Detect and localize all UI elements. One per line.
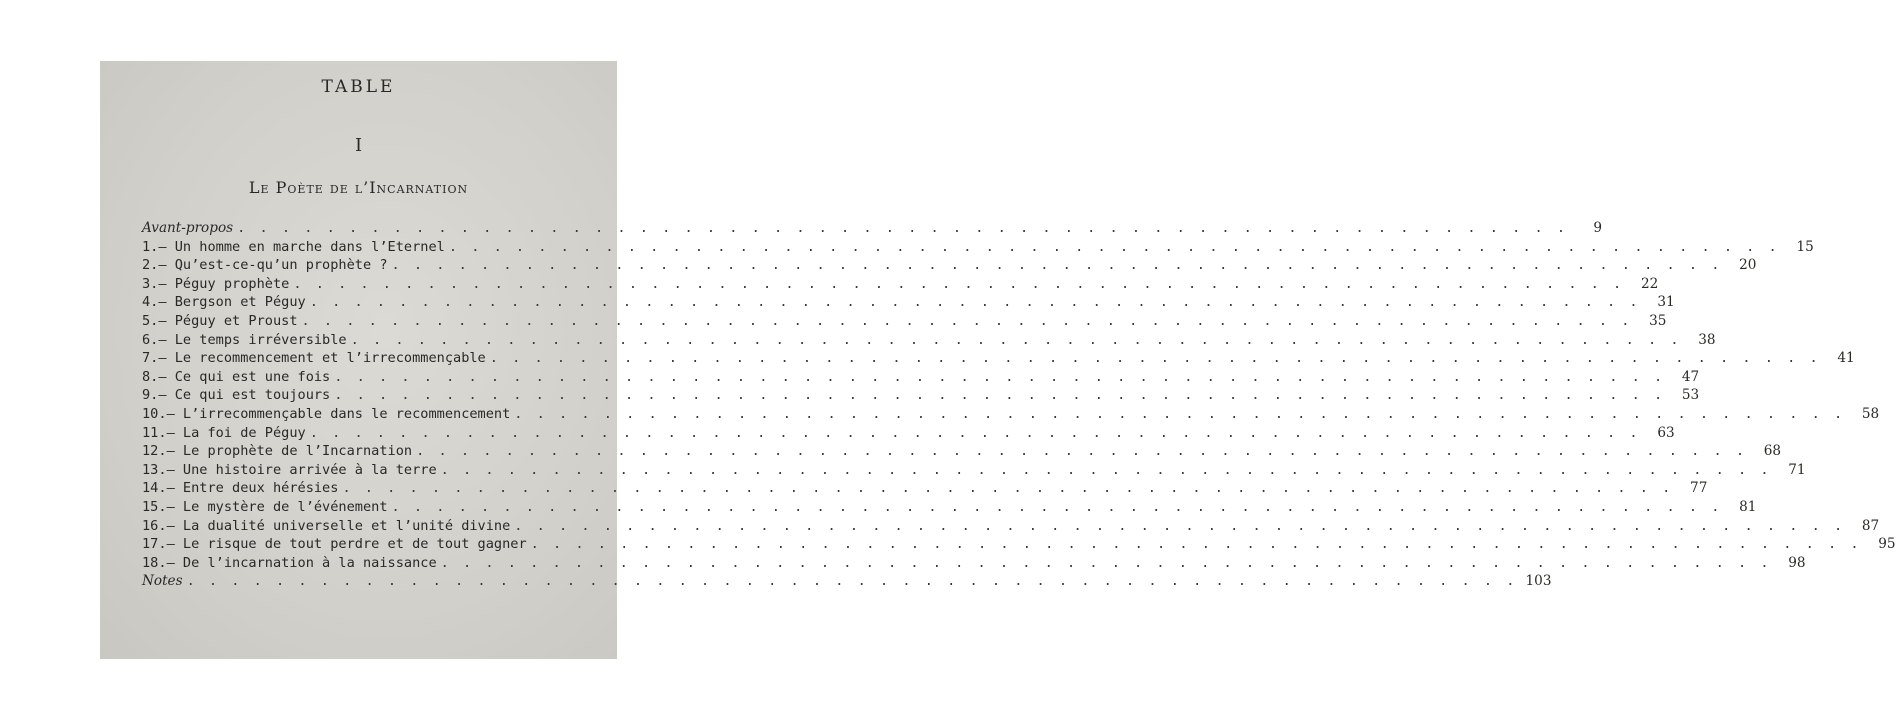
toc-page-number: 47 xyxy=(1681,368,1700,385)
toc-leader-dots: . . . . . . . . . . . . . . . . . . . . . . . . . . . . . . . . . . . . . . . . . . . . . . . . . . . . . . . . . . . . xyxy=(309,424,1641,441)
toc-entry-title: Avant-propos xyxy=(142,220,234,236)
toc-entry xyxy=(142,256,1757,275)
toc-entry-title: — Péguy prophète xyxy=(158,275,290,292)
toc-leader-dots: . . . . . . . . . . . . . . . . . . . . . . . . . . . . . . . . . . . . . . . . . . . . . . . . . . . . . . . . . . . . xyxy=(186,573,1518,590)
toc-entry xyxy=(142,331,1716,350)
toc-page-number: 58 xyxy=(1861,405,1880,422)
toc-leader-dots: . . . . . . . . . . . . . . . . . . . . . . . . . . . . . . . . . . . . . . . . . . . . . . . . . . . . . . . . . . . . xyxy=(293,275,1625,292)
toc-leader-dots: . . . . . . . . . . . . . . . . . . . . . . . . . . . . . . . . . . . . . . . . . . . . . . . . . . . . . . . . . . . . xyxy=(440,554,1772,571)
toc-entry xyxy=(142,517,1880,536)
toc-page-number: 35 xyxy=(1649,312,1667,329)
toc-leader-dots: . . . . . . . . . . . . . . . . . . . . . . . . . . . . . . . . . . . . . . . . . . . . . . . . . . . . . . . . . . . . xyxy=(301,312,1633,329)
toc-leader-dots: . . . . . . . . . . . . . . . . . . . . . . . . . . . . . . . . . . . . . . . . . . . . . . . . . . . . . . . . . . . . xyxy=(489,350,1821,367)
toc-entry-title: Notes xyxy=(142,573,183,590)
toc-entry xyxy=(142,275,1659,294)
book-page xyxy=(100,61,1896,659)
toc-entry-number: 7. xyxy=(142,350,159,367)
toc-entry-title: — Le mystère de l’événement xyxy=(166,498,388,515)
toc-page-number: 98 xyxy=(1788,554,1806,571)
toc-page-number: 68 xyxy=(1763,443,1782,460)
toc-page-number: 31 xyxy=(1657,294,1675,311)
toc-entry-number: 14. xyxy=(142,480,167,497)
part-title: Le Poète de l’Incarnation xyxy=(248,178,469,197)
toc-entry-number: 12. xyxy=(142,443,167,460)
toc-page-number: 87 xyxy=(1861,517,1880,534)
toc-page-number: 9 xyxy=(1593,220,1603,236)
toc-entry-title: — Ce qui est une fois xyxy=(158,368,331,385)
toc-page-number: 81 xyxy=(1739,498,1757,515)
toc-leader-dots: . . . . . . . . . . . . . . . . . . . . . . . . . . . . . . . . . . . . . . . . . . . . . . . . . . . . . . . . . . . . xyxy=(448,238,1780,255)
toc-entry xyxy=(142,424,1675,443)
toc-leader-dots: . . . . . . . . . . . . . . . . . . . . . . . . . . . . . . . . . . . . . . . . . . . . . . . . . . . . . . . . . . . . xyxy=(514,517,1846,534)
toc-entry xyxy=(142,368,1700,387)
toc-entry-title: — La dualité universelle et l’unité divine xyxy=(166,517,511,534)
toc-page-number: 77 xyxy=(1690,480,1708,497)
toc-entry-number: 1. xyxy=(142,238,159,255)
toc-leader-dots: . . . . . . . . . . . . . . . . . . . . . . . . . . . . . . . . . . . . . . . . . . . . . . . . . . . . . . . . . . . . xyxy=(342,480,1674,497)
toc-page-number: 71 xyxy=(1788,461,1806,478)
part-number: I xyxy=(354,135,363,156)
toc-entry-number: 5. xyxy=(142,312,159,329)
toc-leader-dots: . . . . . . . . . . . . . . . . . . . . . . . . . . . . . . . . . . . . . . . . . . . . . . . . . . . . . . . . . . . . xyxy=(530,536,1862,553)
toc-page-number: 103 xyxy=(1525,573,1552,590)
toc-entry-number: 16. xyxy=(142,517,167,534)
toc-entry-title: — Entre deux hérésies xyxy=(166,480,339,497)
toc-leader-dots: . . . . . . . . . . . . . . . . . . . . . . . . . . . . . . . . . . . . . . . . . . . . . . . . . . . . . . . . . . . . xyxy=(334,368,1666,385)
toc-entry xyxy=(142,238,1814,257)
toc-entry-title: — Ce qui est toujours xyxy=(158,387,331,404)
toc-leader-dots: . . . . . . . . . . . . . . . . . . . . . . . . . . . . . . . . . . . . . . . . . . . . . . . . . . . . . . . . . . . . xyxy=(391,257,1723,274)
toc-leader-dots: . . . . . . . . . . . . . . . . . . . . . . . . . . . . . . . . . . . . . . . . . . . . . . . . . . . . . . . . . . . . xyxy=(416,443,1748,460)
toc-page-number: 20 xyxy=(1739,257,1757,274)
toc-leader-dots: . . . . . . . . . . . . . . . . . . . . . . . . . . . . . . . . . . . . . . . . . . . . . . . . . . . . . . . . . . . . xyxy=(440,461,1772,478)
toc-entry xyxy=(142,572,1552,591)
toc-entry xyxy=(142,479,1708,498)
toc-entry-title: — L’irrecommençable dans le recommencement xyxy=(166,405,511,422)
toc-page-number: 41 xyxy=(1837,350,1855,367)
toc-entry-number: 4. xyxy=(142,294,159,311)
toc-entry-number: 3. xyxy=(142,275,159,292)
toc-entry-number: 17. xyxy=(142,536,167,553)
toc-entry xyxy=(142,535,1896,554)
toc-entry-number: 9. xyxy=(142,387,159,404)
toc-entry-title: — De l’incarnation à la naissance xyxy=(166,554,437,571)
toc-entry-title: — Une histoire arrivée à la terre xyxy=(166,461,437,478)
toc-entry xyxy=(142,219,1603,238)
toc-entry-number: 15. xyxy=(142,498,167,515)
toc-entry-title: — Le temps irréversible xyxy=(158,331,347,348)
toc-entry-title: — La foi de Péguy xyxy=(166,424,306,441)
toc-entry-number: 13. xyxy=(142,461,167,478)
toc-entry-title: — Le recommencement et l’irrecommençable xyxy=(158,350,486,367)
toc-entry-number: 18. xyxy=(142,554,167,571)
toc-page-number: 38 xyxy=(1698,331,1716,348)
toc-entry-number: 8. xyxy=(142,368,159,385)
toc-entry xyxy=(142,461,1806,480)
toc-entry-title: — Qu’est-ce-qu’un prophète ? xyxy=(158,257,388,274)
toc-leader-dots: . . . . . . . . . . . . . . . . . . . . . . . . . . . . . . . . . . . . . . . . . . . . . . . . . . . . . . . . . . . . xyxy=(514,405,1846,422)
toc-entry-number: 2. xyxy=(142,257,159,274)
toc-entry-number: 11. xyxy=(142,424,167,441)
toc-entry xyxy=(142,293,1675,312)
toc-entry xyxy=(142,386,1700,405)
toc-entry-title: — Le risque de tout perdre et de tout gagner xyxy=(166,536,527,553)
table-of-contents xyxy=(142,219,1896,591)
toc-leader-dots: . . . . . . . . . . . . . . . . . . . . . . . . . . . . . . . . . . . . . . . . . . . . . . . . . . . . . . . . . . . . xyxy=(334,387,1666,404)
toc-entry-title: — Le prophète de l’Incarnation xyxy=(166,443,413,460)
toc-page-number: 53 xyxy=(1681,387,1700,404)
toc-leader-dots: . . . . . . . . . . . . . . . . . . . . . . . . . . . . . . . . . . . . . . . . . . . . . . . . . . . . . . . . . . . . xyxy=(237,220,1569,236)
toc-entry xyxy=(142,498,1757,517)
toc-entry xyxy=(142,405,1880,424)
toc-entry-title: — Péguy et Proust xyxy=(158,312,298,329)
toc-entry xyxy=(142,312,1667,331)
toc-leader-dots: . . . . . . . . . . . . . . . . . . . . . . . . . . . . . . . . . . . . . . . . . . . . . . . . . . . . . . . . . . . . xyxy=(350,331,1682,348)
toc-page-number: 15 xyxy=(1796,238,1814,255)
toc-entry-number: 10. xyxy=(142,405,167,422)
toc-page-number: 63 xyxy=(1657,424,1675,441)
toc-leader-dots: . . . . . . . . . . . . . . . . . . . . . . . . . . . . . . . . . . . . . . . . . . . . . . . . . . . . . . . . . . . . xyxy=(391,498,1723,515)
toc-page-number: 22 xyxy=(1640,275,1659,292)
toc-entry-title: — Un homme en marche dans l’Eternel xyxy=(158,238,445,255)
toc-entry xyxy=(142,554,1806,573)
toc-entry xyxy=(142,442,1782,461)
toc-entry-number: 6. xyxy=(142,331,159,348)
toc-page-number: 95 xyxy=(1878,536,1896,553)
page-heading: TABLE xyxy=(321,77,396,97)
toc-entry-title: — Bergson et Péguy xyxy=(158,294,306,311)
toc-entry xyxy=(142,349,1855,368)
toc-leader-dots: . . . . . . . . . . . . . . . . . . . . . . . . . . . . . . . . . . . . . . . . . . . . . . . . . . . . . . . . . . . . xyxy=(309,294,1641,311)
